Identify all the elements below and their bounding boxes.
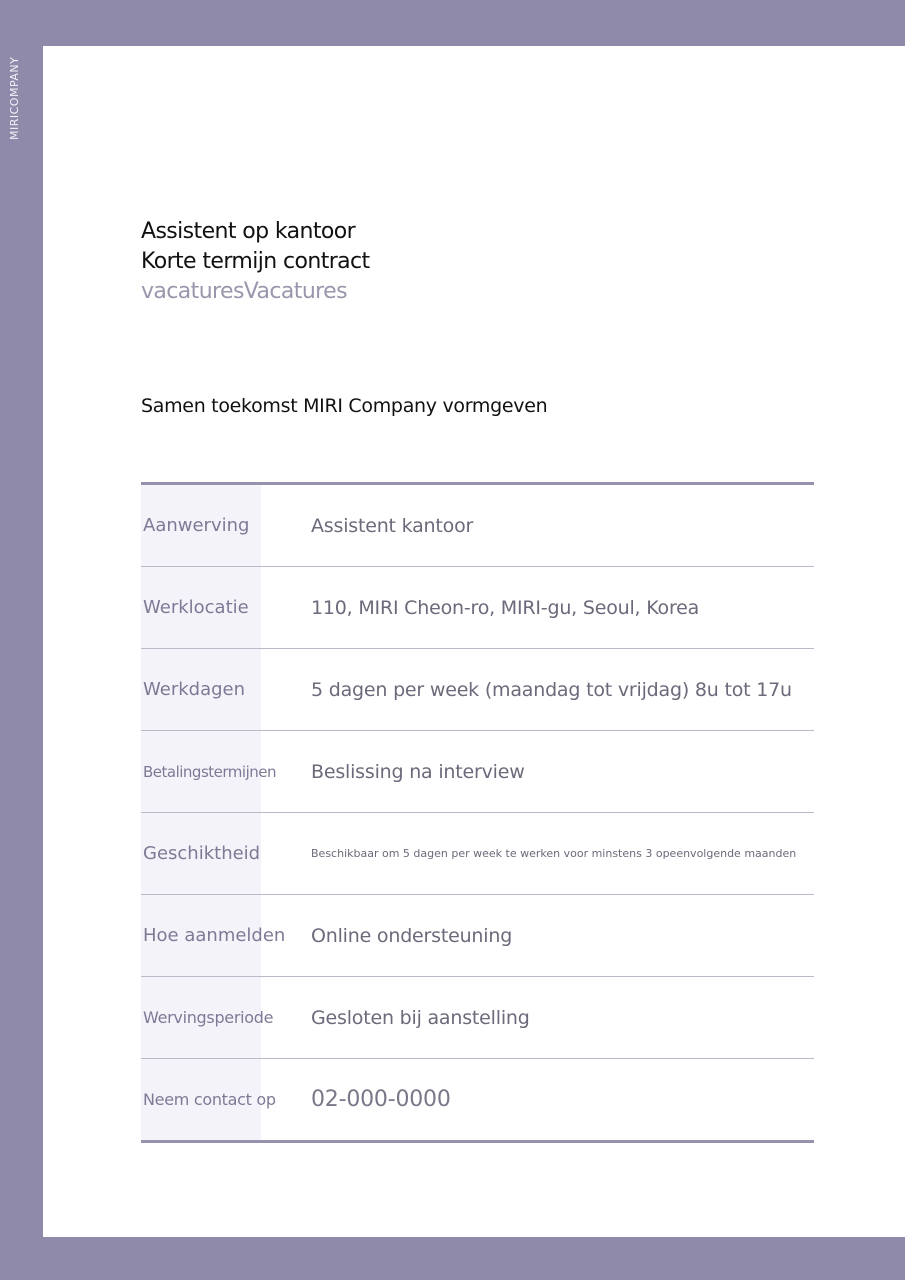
contract-type: Korte termijn contract — [141, 249, 370, 274]
detail-row-workdays — [141, 649, 814, 731]
detail-value: 5 dagen per week (maandag tot vrijdag) 8u tot 17u — [311, 678, 792, 701]
detail-row-contact — [141, 1059, 814, 1140]
detail-row-recruitment — [141, 485, 814, 567]
detail-label: Werklocatie — [143, 597, 249, 618]
contact-phone: 02-000-0000 — [311, 1087, 451, 1112]
detail-value: Online ondersteuning — [311, 924, 513, 947]
detail-row-eligibility — [141, 813, 814, 895]
detail-value: Assistent kantoor — [311, 514, 474, 537]
detail-label: Wervingsperiode — [143, 1008, 274, 1027]
document-sheet — [43, 46, 905, 1237]
detail-value: 110, MIRI Cheon-ro, MIRI-gu, Seoul, Korea — [311, 596, 700, 619]
job-details-table — [141, 482, 814, 1143]
detail-label: Neem contact op — [143, 1090, 276, 1109]
detail-value: Gesloten bij aanstelling — [311, 1006, 530, 1029]
title-block — [141, 217, 370, 307]
tagline: Samen toekomst MIRI Company vormgeven — [141, 395, 548, 417]
detail-value: Beschikbaar om 5 dagen per week te werken voor minstens 3 opeenvolgende maanden — [311, 847, 797, 860]
detail-row-period — [141, 977, 814, 1059]
side-brand-label: MIRICOMPANY — [8, 56, 21, 140]
detail-label: Aanwerving — [143, 515, 250, 536]
detail-row-location — [141, 567, 814, 649]
detail-label: Betalingstermijnen — [143, 762, 276, 781]
detail-label: Hoe aanmelden — [143, 925, 286, 946]
detail-row-apply — [141, 895, 814, 977]
detail-label: Geschiktheid — [143, 843, 261, 864]
section-subtitle: vacaturesVacatures — [141, 279, 347, 304]
detail-value: Beslissing na interview — [311, 760, 525, 783]
detail-row-payment — [141, 731, 814, 813]
detail-label: Werkdagen — [143, 679, 246, 700]
job-title: Assistent op kantoor — [141, 219, 356, 244]
